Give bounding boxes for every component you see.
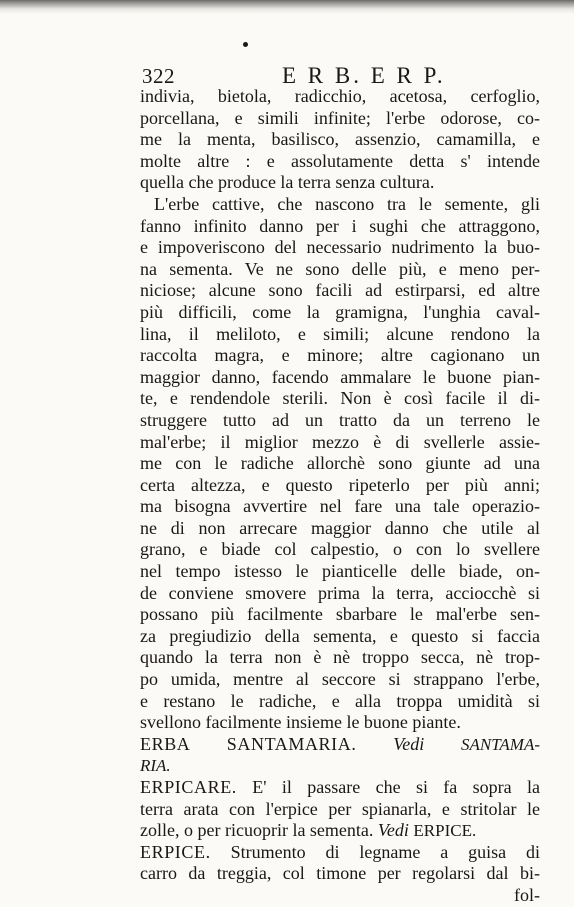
catchword-line xyxy=(140,885,540,907)
cross-reference: SANTAMA- xyxy=(460,734,540,754)
text-line xyxy=(140,755,540,777)
text-line: possano più facilmente sbarbare le mal'erbe sen- xyxy=(140,604,540,625)
text-line: fanno infinito danno per i sughi che attraggono, xyxy=(140,215,540,236)
text-line: po umida, mentre al seccore si strappano l'erbe, xyxy=(140,669,540,690)
entry-text: zolle, o per ricuoprir la sementa. xyxy=(140,820,374,841)
text-line: terra arata con l'erpice per spianarla, e stritolar le xyxy=(140,798,540,819)
entry-santamaria xyxy=(140,734,540,756)
entry-text: E' il passare che si fa sopra la xyxy=(252,777,540,797)
text-line: indivia, bietola, radicchio, acetosa, cerfoglio, xyxy=(140,86,540,106)
text-line xyxy=(140,820,540,842)
vedi-label: Vedi xyxy=(377,820,409,841)
entry-headword: ERPICARE. xyxy=(140,777,237,797)
text-line: na sementa. Ve ne sono delle più, e meno per- xyxy=(140,258,540,279)
entry-erpice xyxy=(140,842,540,864)
text-line: più difficili, come la gramigna, l'unghia caval- xyxy=(140,301,540,322)
running-head: E R B. E R P. xyxy=(282,63,446,88)
ink-dot xyxy=(243,42,248,47)
text-line: mal'erbe; il miglior mezzo è di svellerle assie- xyxy=(140,431,540,452)
page-top-edge xyxy=(0,0,574,14)
text-line: niciose; alcune sono facili ad estirparsi, ed altre xyxy=(140,280,540,301)
text-line: porcellana, e simili infinite; l'erbe odorose, co- xyxy=(140,107,540,128)
text-line: certa altezza, e questo ripeterlo per più anni; xyxy=(140,474,540,495)
cross-reference-continued: RIA. xyxy=(140,756,171,776)
entry-headword: ERPICE. xyxy=(140,841,211,862)
text-line: maggior danno, facendo ammalare le buone pian- xyxy=(140,366,540,387)
text-line: de conviene smovere prima la terra, acciocchè si xyxy=(140,582,540,603)
text-line: e impoveriscono del necessario nudrimento la buo- xyxy=(140,237,540,258)
text-line: molte altre : e assolutamente detta s' intende xyxy=(140,150,540,171)
cross-reference: ERPICE. xyxy=(413,821,477,841)
text-line: L'erbe cattive, che nascono tra le semente, gli xyxy=(154,193,540,214)
text-line: me la menta, basilisco, assenzio, camamilla, e xyxy=(140,129,540,150)
text-line: quella che produce la terra senza cultura. xyxy=(140,172,435,193)
text-line: nel tempo istesso le pianticelle delle biade, on- xyxy=(140,561,540,582)
vedi-label: Vedi xyxy=(393,733,425,754)
entry-headword: ERBA SANTAMARIA. xyxy=(140,733,357,754)
entry-text: Strumento di legname a guisa di xyxy=(230,841,540,862)
catchword: fol- xyxy=(514,884,540,905)
text-line: e restano le radiche, e alla troppa umidità si xyxy=(140,690,540,711)
page-number: 322 xyxy=(142,64,175,88)
text-block xyxy=(140,86,540,907)
text-line: svellono facilmente insieme le buone piante. xyxy=(140,712,461,733)
text-line: quando la terra non è nè troppo secca, nè trop- xyxy=(140,647,540,668)
text-line: me con le radiche allorchè sono giunte ad una xyxy=(140,453,540,474)
text-line: lina, il meliloto, e simili; alcune rendono la xyxy=(140,323,540,344)
text-line: struggere tutto ad un tratto da un terreno le xyxy=(140,409,540,430)
text-line: grano, e biade col calpestio, o con lo svellere xyxy=(140,539,540,560)
text-line: ne di non arrecare maggior danno che utile al xyxy=(140,517,540,538)
text-line: carro da treggia, col timone per regolarsi dal bi- xyxy=(140,863,540,884)
text-line: raccolta magra, e minore; altre cagionano un xyxy=(140,345,540,366)
text-line: za pregiudizio della sementa, e questo si faccia xyxy=(140,625,540,646)
text-line: te, e rendendole sterili. Non è così facile il di- xyxy=(140,388,540,409)
text-line: ma bisogna avvertire nel fare una tale operazio- xyxy=(140,496,540,517)
entry-erpicare xyxy=(140,777,540,799)
